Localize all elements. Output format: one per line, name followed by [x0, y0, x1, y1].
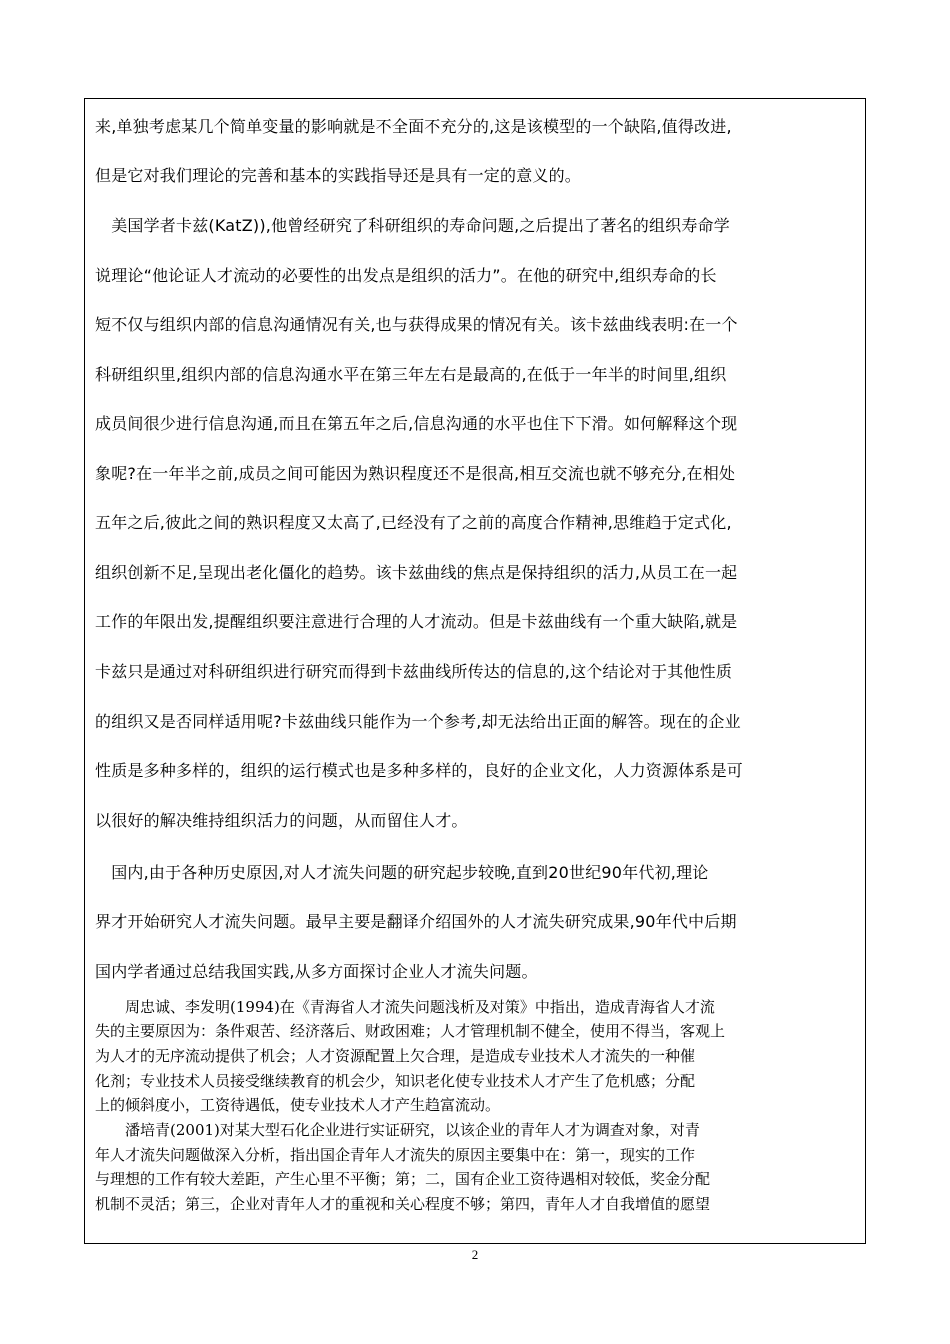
text-line: 但是它对我们理论的完善和基本的实践指导还是具有一定的意义的。: [95, 166, 582, 185]
text-line: 以很好的解决维持组织活力的问题，从而留住人才。: [95, 811, 468, 830]
text-line: 年人才流失问题做深入分析，指出国企青年人才流失的原因主要集中在：第一，现实的工作: [95, 1146, 696, 1164]
text-line: 机制不灵活；第三，企业对青年人才的重视和关心程度不够；第四，青年人才自我增值的愿望: [95, 1195, 711, 1213]
text-line: 周忠诚、李发明(1994)在《青海省人才流失问题浅析及对策》中指出，造成青海省人才流: [95, 998, 715, 1016]
text-line: 短不仅与组织内部的信息沟通情况有关,也与获得成果的情况有关。该卡兹曲线表明:在一个: [95, 315, 738, 334]
text-line: 工作的年限出发,提醒组织要注意进行合理的人才流动。但是卡兹曲线有一个重大缺陷,就是: [95, 612, 738, 631]
text-line: 来,单独考虑某几个简单变量的影响就是不全面不充分的,这是该模型的一个缺陷,值得改进,: [95, 117, 732, 136]
text-line: 卡兹只是通过对科研组织进行研究而得到卡兹曲线所传达的信息的,这个结论对于其他性质: [95, 662, 733, 681]
text-line: 五年之后,彼此之间的熟识程度又太高了,已经没有了之前的高度合作精神,思维趋于定式化,: [95, 513, 732, 532]
text-line: 美国学者卡兹(KatZ)),他曾经研究了科研组织的寿命问题,之后提出了著名的组织寿命学: [95, 216, 730, 235]
text-line: 与理想的工作有较大差距，产生心里不平衡；第；二，国有企业工资待遇相对较低，奖金分配: [95, 1170, 711, 1188]
text-line: 说理论“他论证人才流动的必要性的出发点是组织的活力”。在他的研究中,组织寿命的长: [95, 266, 717, 285]
text-line: 国内,由于各种历史原因,对人才流失问题的研究起步较晚,直到20世纪90年代初,理论: [95, 863, 709, 882]
page-number: 2: [471, 1247, 479, 1262]
text-line: 性质是多种多样的，组织的运行模式也是多种多样的，良好的企业文化，人力资源体系是可: [95, 761, 744, 780]
text-line: 科研组织里,组织内部的信息沟通水平在第三年左右是最高的,在低于一年半的时间里,组织: [95, 365, 727, 384]
text-line: 国内学者通过总结我国实践,从多方面探讨企业人才流失问题。: [95, 962, 538, 981]
text-line: 界才开始研究人才流失问题。最早主要是翻译介绍国外的人才流失研究成果,90年代中后期: [95, 912, 737, 931]
text-line: 失的主要原因为：条件艰苦、经济落后、财政困难；人才管理机制不健全，使用不得当，客观上: [95, 1022, 726, 1040]
text-line: 为人才的无序流动提供了机会；人才资源配置上欠合理，是造成专业技术人才流失的一种催: [95, 1047, 696, 1065]
text-line: 化剂；专业技术人员接受继续教育的机会少，知识老化使专业技术人才产生了危机感；分配: [95, 1072, 696, 1090]
text-line: 成员间很少进行信息沟通,而且在第五年之后,信息沟通的水平也住下下滑。如何解释这个现: [95, 414, 738, 433]
text-line: 的组织又是否同样适用呢?卡兹曲线只能作为一个参考,却无法给出正面的解答。现在的企业: [95, 712, 741, 731]
text-line: 组织创新不足,呈现出老化僵化的趋势。该卡兹曲线的焦点是保持组织的活力,从员工在一起: [95, 563, 738, 582]
text-line: 潘培青(2001)对某大型石化企业进行实证研究，以该企业的青年人才为调查对象，对青: [95, 1121, 700, 1139]
text-line: 上的倾斜度小，工资待遇低，使专业技术人才产生趋富流动。: [95, 1096, 501, 1114]
text-line: 象呢?在一年半之前,成员之间可能因为熟识程度还不是很高,相互交流也就不够充分,在相处: [95, 464, 736, 483]
